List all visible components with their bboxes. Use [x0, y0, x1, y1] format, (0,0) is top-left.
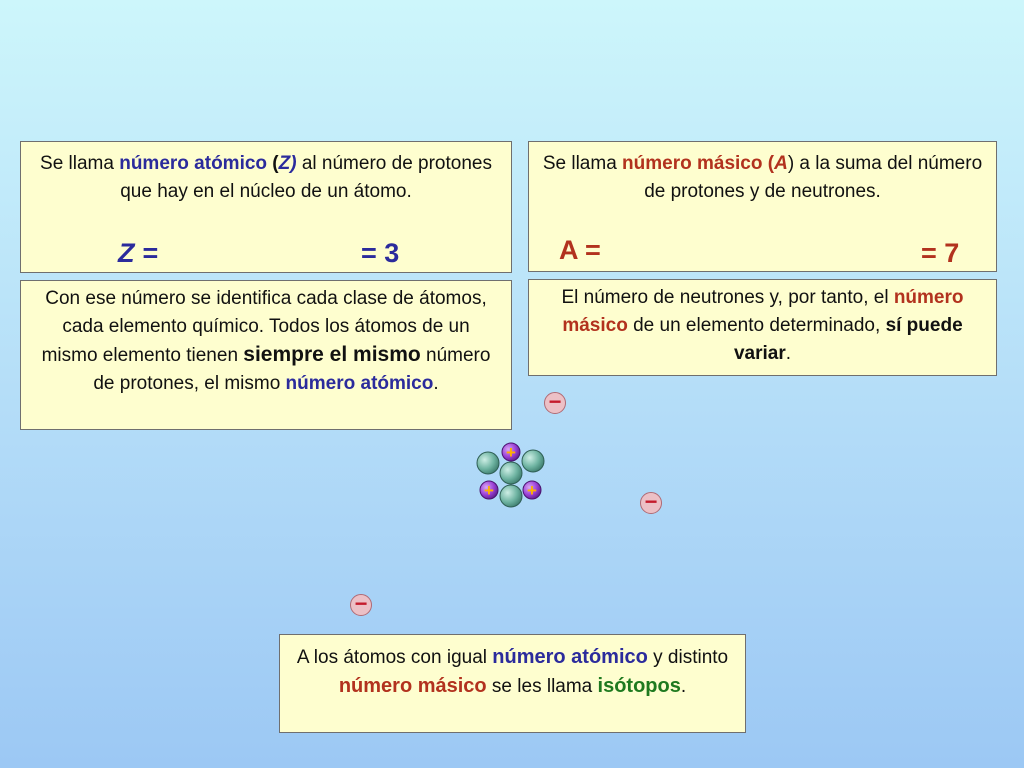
neutron-4 [500, 485, 522, 507]
neutron-1 [477, 452, 499, 474]
neutron-variation-text: El número de neutrones y, por tanto, el número másico de un elemento determinado, sí puede variar. [561, 287, 964, 364]
svg-text:+: + [506, 443, 516, 462]
mass-number-definition: Se llama número másico (A) a la suma del número de protones y de neutrones. [542, 153, 983, 202]
can-vary-term: sí puede variar [733, 315, 963, 364]
electron-2: − [640, 492, 662, 514]
proton-1 [502, 443, 520, 462]
mass-number-term-3: número másico [338, 675, 487, 697]
proton-2 [480, 481, 498, 500]
isotopes-text: A los átomos con igual número atómico y distinto número másico se les llama isótopos. [296, 646, 729, 697]
atomic-number-definition: Se llama número atómico (Z) al número de protones que hay en el núcleo de un átomo. [40, 153, 492, 202]
isotopes-box [279, 634, 746, 733]
mass-number-term: número másico [622, 153, 763, 174]
atomic-number-box [20, 141, 512, 273]
electron-1: − [544, 392, 566, 414]
element-identity-box [20, 280, 512, 430]
always-same-term: siempre el mismo [243, 343, 421, 366]
lithium-nucleus [472, 437, 552, 517]
a-symbol: A [774, 153, 788, 174]
svg-text:+: + [484, 481, 494, 500]
z-symbol: Z) [278, 153, 297, 174]
electron-3: − [350, 594, 372, 616]
element-identity-text: Con ese número se identifica cada clase de átomos, cada elemento químico. Todos los átomos de un mismo elemento tienen siempre el mismo número de protones, el mismo número atómico. [41, 288, 491, 394]
mass-number-term-2: número másico [562, 287, 964, 336]
atomic-number-term-2: número atómico [285, 373, 434, 394]
a-formula-left: A = [559, 235, 601, 265]
neutron-3 [500, 462, 522, 484]
neutron-variation-box [528, 279, 997, 376]
proton-3 [523, 481, 541, 500]
atomic-number-term: número atómico [119, 153, 268, 174]
atomic-number-term-3: número atómico [492, 646, 648, 668]
a-formula-right: = 7 [921, 238, 960, 268]
isotopes-term: isótopos [597, 675, 681, 697]
neutron-2 [522, 450, 544, 472]
z-formula-right: = 3 [361, 238, 400, 268]
z-formula-left: Z = [118, 238, 158, 268]
svg-text:+: + [527, 481, 537, 500]
